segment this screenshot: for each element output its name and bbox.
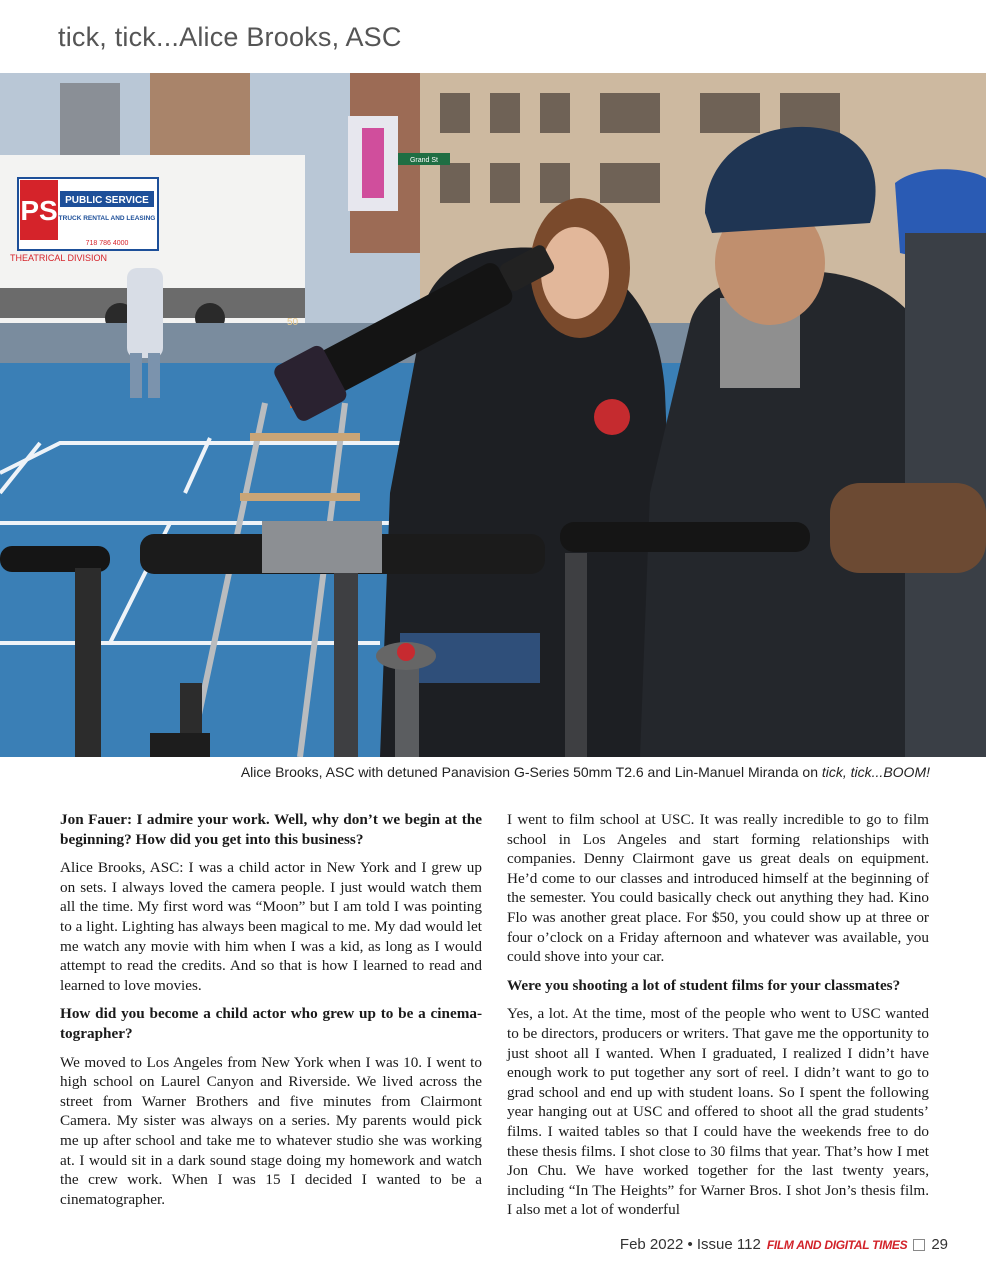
caption-text: Alice Brooks, ASC with detuned Panavision G-Series 50mm T2.6 and Lin-Manuel Miranda on (240, 764, 822, 780)
lens-mark: 50 (287, 317, 299, 328)
interview-question: Were you shooting a lot of student films for your classmates? (507, 976, 901, 994)
page-title: tick, tick...Alice Brooks, ASC (58, 22, 402, 52)
photo-illustration (0, 73, 986, 757)
photo-caption (241, 764, 930, 780)
page-number: 29 (931, 1236, 948, 1253)
background-person (127, 268, 163, 358)
page-footer (620, 1236, 948, 1253)
interview-answer: I went to film school at USC. It was really incredible to go to film school in Los Angeles and start forming relationships with companies. Denny Clairmont gave us great deals on equipment. He’d come to our classes and introduced himself at the beginning of the semester. You could basically check out anything they had. Kino Flo was another great place. For $50, you could show up at three or four o’clock on a Friday afternoon and whatever was available, you could shove into your car. (507, 811, 929, 966)
crew-arm (830, 483, 986, 573)
interview-question: Jon Fauer: I admire your work. Well, why don’t we begin at the beginning? How did you get into this business? (60, 811, 482, 848)
issue-info: Feb 2022 • Issue 112 (619, 1236, 761, 1253)
interview-question: How did you become a child actor who grew up to be a cinematographer? (60, 1005, 482, 1042)
square-icon (913, 1239, 925, 1251)
magazine-brand: FILM AND DIGITAL TIMES (766, 1237, 908, 1252)
truck-brand: PUBLIC SERVICE (65, 195, 149, 206)
truck-division: THEATRICAL DIVISION (10, 253, 108, 263)
interview-answer: Yes, a lot. At the time, most of the people who went to USC wanted to be directors, producers or writers. That gave me the opportunity to just shoot all I wanted. When I graduated, I realized I didn’t have enough work to put together any sort of reel. I didn’t want to go to grad school and end up with student loans. So I spent the following year hanging out at USC and offered to shoot all the grad students’ films. I waited tables so that I could have the weekends free to do these thesis films. I shot close to 30 films that year. That’s how I met Jon Chu. We have worked together for the last twenty years, including “In The Heights” for Warner Bros. I shot Jon’s thesis film. I also met a lot of wonderful (507, 1005, 929, 1219)
article-column-right (507, 810, 929, 1229)
article-column-left (60, 810, 482, 1218)
interview-answer: We moved to Los Angeles from New York when I was 10. I went to high school on Laurel Canyon and Riverside. We lived across the street from Warner Brothers and five minutes from Clairmont Camera. My sister was always on a series. My parents would pick me up after school and take me to whatever studio she was working at. I would sit in a dark sound stage doing my homework and watch the crew work. When I was 15 I decided I wanted to be a cinematographer. (60, 1053, 482, 1208)
cover-photo (0, 73, 986, 757)
caption-film-title: tick, tick...BOOM! (821, 764, 930, 780)
truck-phone: 718 786 4000 (85, 240, 129, 247)
alice-face (541, 227, 609, 319)
svg-text:Grand St: Grand St (409, 157, 439, 164)
interview-answer: Alice Brooks, ASC: I was a child actor in New York and I grew up on sets. I always loved the camera people. I just would watch them all the time. My first word was “Moon” but I am told I was pointing to a light. Lighting has always been magical to me. My dad would let me watch any movie with him when I was a kid, as long as I would attempt to read the credits. And so that is how I learned to read and learned to love movies. (60, 859, 482, 994)
truck-sub: TRUCK RENTAL AND LEASING (58, 215, 156, 222)
truck-logo: PS (20, 195, 58, 226)
jacket-patch (594, 399, 630, 435)
